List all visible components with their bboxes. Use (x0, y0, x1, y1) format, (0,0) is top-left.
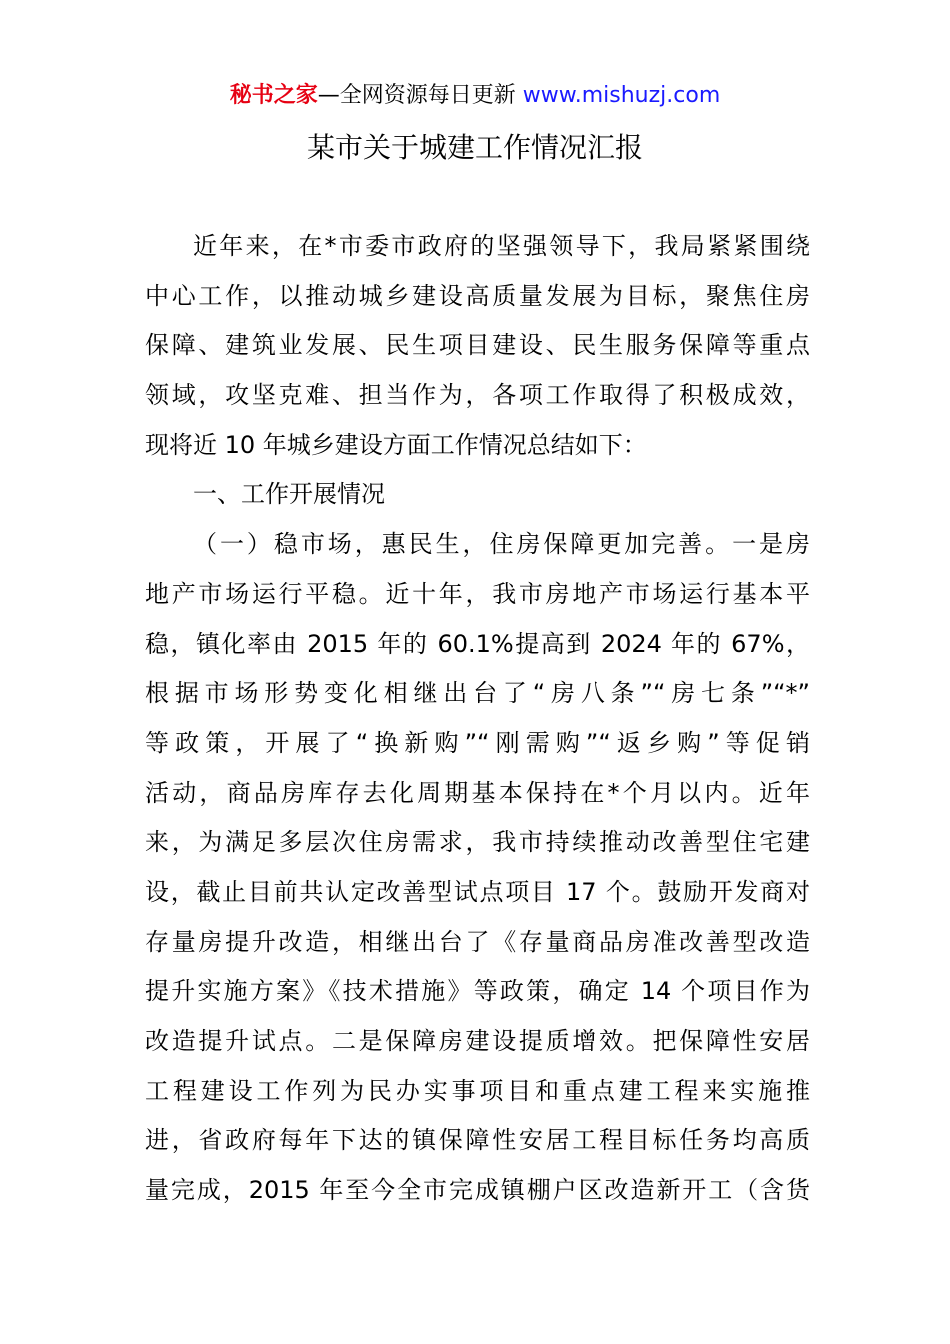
paragraph-line: 根据市场形势变化相继出台了“房八条”“房七条”“*” (145, 679, 810, 708)
site-header (0, 80, 950, 112)
paragraph-line: 提升实施方案》《技术措施》等政策，确定 14 个项目作为 (145, 977, 810, 1006)
section-heading: 一、工作开展情况 (193, 480, 385, 509)
paragraph-line: 保障、建筑业发展、民生项目建设、民生服务保障等重点 (145, 331, 810, 360)
paragraph-line: 现将近 10 年城乡建设方面工作情况总结如下： (145, 430, 647, 459)
document-title: 某市关于城建工作情况汇报 (306, 131, 643, 164)
paragraph-line: 设，截止目前共认定改善型试点项目 17 个。鼓励开发商对 (145, 877, 810, 906)
paragraph-line: 活动，商品房库存去化周期基本保持在*个月以内。近年 (145, 778, 810, 807)
paragraph-line: 领域，攻坚克难、担当作为，各项工作取得了积极成效， (145, 381, 810, 410)
paragraph-line: 中心工作，以推动城乡建设高质量发展为目标，聚焦住房 (145, 281, 810, 310)
paragraph-line: 量完成，2015 年至今全市完成镇棚户区改造新开工（含货 (145, 1176, 810, 1205)
paragraph-line: 进，省政府每年下达的镇保障性安居工程目标任务均高质 (145, 1126, 810, 1155)
paragraph-line: 改造提升试点。二是保障房建设提质增效。把保障性安居 (145, 1027, 810, 1055)
header-tagline: —全网资源每日更新 (317, 83, 516, 108)
site-url-link[interactable]: www.mishuzj.com (522, 83, 721, 108)
document-body (145, 222, 810, 1216)
paragraph-line: 工程建设工作列为民办实事项目和重点建工程来实施推 (145, 1076, 810, 1105)
paragraph-line: 等政策，开展了“换新购”“刚需购”“返乡购”等促销 (145, 728, 810, 757)
paragraph-line: 来，为满足多层次住房需求，我市持续推动改善型住宅建 (145, 828, 810, 857)
paragraph-line: （一）稳市场，惠民生，住房保障更加完善。一是房 (193, 530, 810, 559)
paragraph-line: 地产市场运行平稳。近十年，我市房地产市场运行基本平 (145, 579, 810, 608)
brand-name: 秘书之家 (229, 83, 318, 108)
paragraph-line: 稳，镇化率由 2015 年的 60.1%提高到 2024 年的 67%， (145, 629, 810, 658)
paragraph-line: 近年来，在*市委市政府的坚强领导下，我局紧紧围绕 (193, 232, 810, 260)
paragraph-line: 存量房提升改造，相继出台了《存量商品房准改善型改造 (145, 927, 810, 956)
